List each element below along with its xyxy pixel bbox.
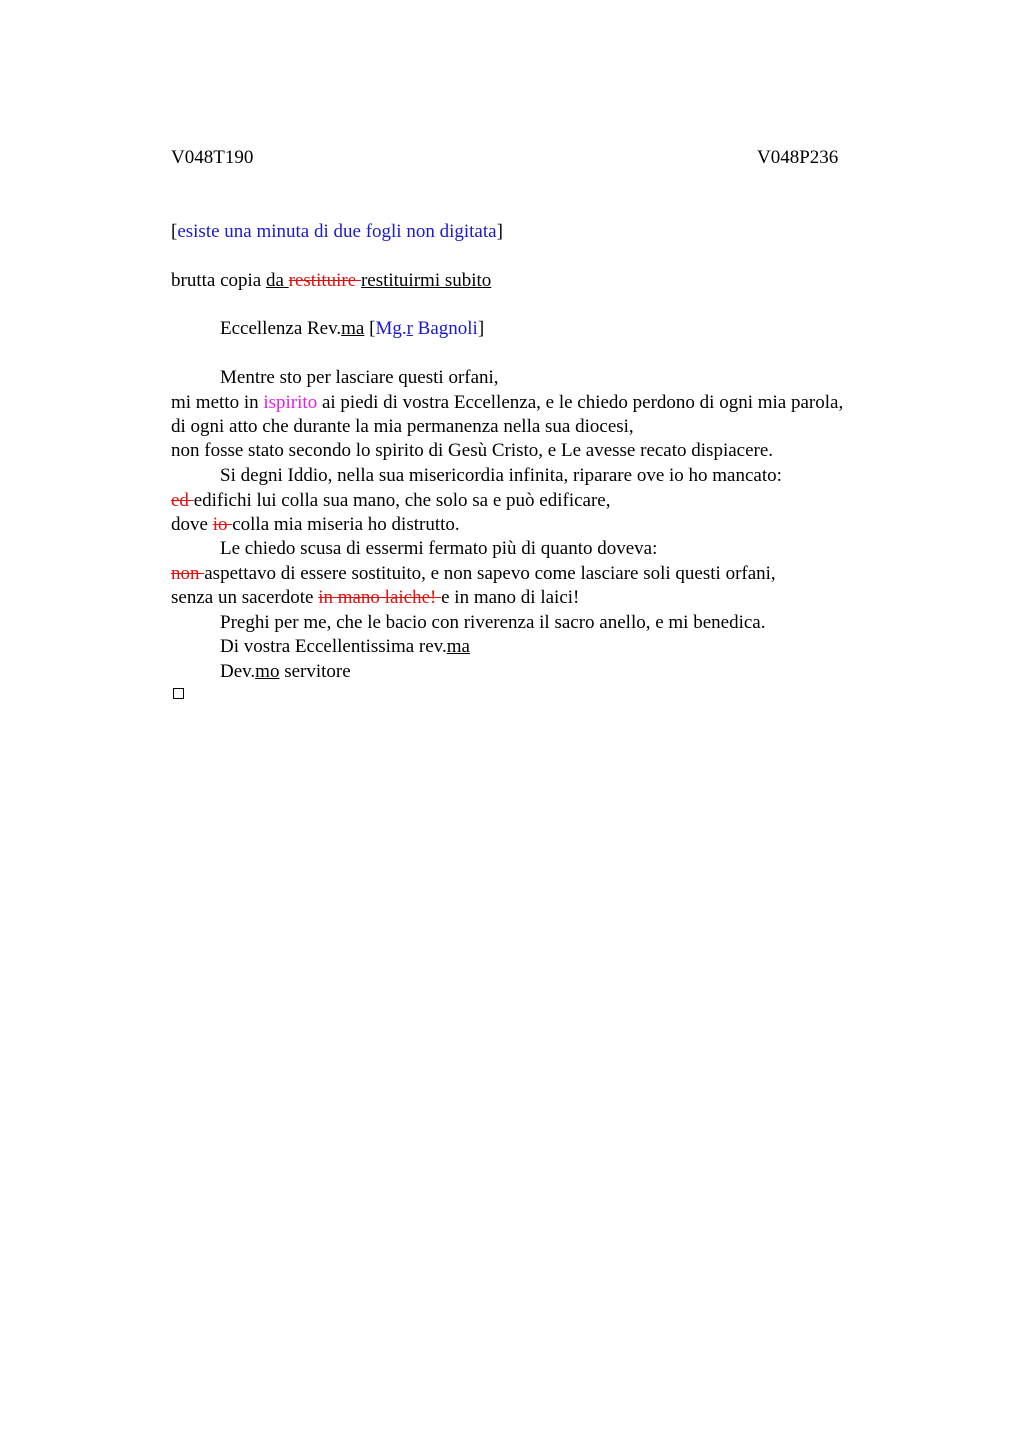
- closing-text: Di vostra Eccellentissima rev.: [220, 636, 447, 657]
- body-line-2-c: ai piedi di vostra Eccellenza, e le chiedo perdono di ogni mia parola,: [317, 392, 844, 413]
- body-line-10: [171, 586, 579, 610]
- bracket-open: [: [171, 221, 178, 242]
- body-line-9: [171, 562, 776, 586]
- body-line-9-text: aspettavo di essere sostituito, e non sapevo come lasciare soli questi orfani,: [204, 563, 776, 584]
- salutation-bracket-open: [: [369, 318, 376, 339]
- document-code-left: V048T190: [171, 147, 254, 168]
- body-line-7-a: dove: [171, 514, 213, 535]
- draft-final: restituirmi subito: [360, 270, 492, 291]
- salutation: [220, 317, 484, 341]
- salutation-abbrev: ma: [341, 318, 365, 339]
- closing-abbrev: ma: [446, 636, 470, 657]
- deleted-word: non: [171, 563, 205, 584]
- draft-da: da: [265, 270, 284, 291]
- draft-deleted-word: restituire: [288, 270, 361, 291]
- body-line-6-text: edifichi lui colla sua mano, che solo sa e può edificare,: [193, 490, 611, 511]
- salutation-base: Eccellenza Rev.: [220, 318, 342, 339]
- deleted-word: io: [212, 514, 233, 535]
- deleted-word: ed: [171, 490, 194, 511]
- highlighted-word: ispirito: [263, 392, 318, 413]
- body-line-7-b: colla mia miseria ho distrutto.: [232, 514, 460, 535]
- deleted-phrase: in mano laiche!: [318, 587, 442, 608]
- signature-dev: Dev.: [220, 661, 256, 682]
- body-line-10-a: senza un sacerdote: [171, 587, 319, 608]
- closing-line: [220, 635, 470, 659]
- bracket-close: ]: [496, 221, 503, 242]
- recipient-name-a: Mg.: [375, 318, 407, 339]
- recipient-name-b: Bagnoli: [412, 318, 478, 339]
- editorial-note: [171, 220, 503, 244]
- signature-line: [220, 660, 351, 684]
- draft-note: [171, 269, 491, 293]
- recipient-name-abbrev: r: [406, 318, 413, 339]
- draft-prefix: brutta copia: [171, 270, 266, 291]
- body-line-10-b: e in mano di laici!: [441, 587, 580, 608]
- editorial-note-text: esiste una minuta di due fogli non digitata: [177, 221, 497, 242]
- body-line-7: [171, 513, 460, 537]
- body-line-2-a: mi metto in: [171, 392, 264, 413]
- body-line-11: Preghi per me, che le bacio con riverenza il sacro anello, e mi benedica.: [220, 612, 766, 633]
- body-line-1: Mentre sto per lasciare questi orfani,: [220, 367, 499, 388]
- body-line-2: [171, 391, 843, 415]
- body-line-5: Si degni Iddio, nella sua misericordia infinita, riparare ove io ho mancato:: [220, 465, 782, 486]
- body-line-4: non fosse stato secondo lo spirito di Gesù Cristo, e Le avesse recato dispiacere.: [171, 440, 774, 461]
- document-code-right: V048P236: [757, 147, 839, 168]
- body-line-6: [171, 489, 610, 513]
- end-marker-box: [173, 688, 184, 699]
- body-line-8: Le chiedo scusa di essermi fermato più di quanto doveva:: [220, 538, 658, 559]
- signature-servitore: servitore: [279, 661, 351, 682]
- signature-abbrev: mo: [255, 661, 280, 682]
- salutation-bracket-close: ]: [477, 318, 485, 339]
- body-line-3: di ogni atto che durante la mia permanenza nella sua diocesi,: [171, 416, 634, 437]
